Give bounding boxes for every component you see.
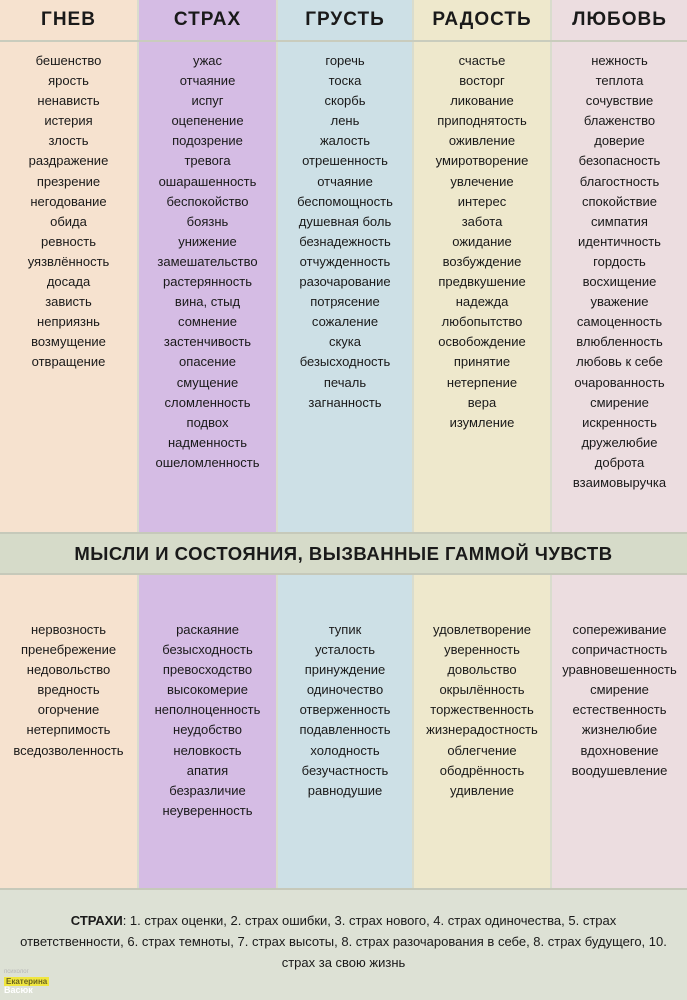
list-item: превосходство [162, 662, 253, 678]
list-item: отчаяние [317, 173, 373, 189]
watermark-line2: Екатерина [6, 977, 48, 986]
list-item: горечь [325, 53, 365, 68]
header-anger: ГНЕВ [0, 0, 137, 40]
list-item: беспомощность [297, 193, 393, 209]
list-item: ожидание [452, 233, 512, 249]
list-item: раскаяние [176, 622, 239, 637]
list-item: вина, стыд [174, 294, 241, 310]
list-item: холодность [310, 742, 380, 758]
list-item: отрешенность [302, 153, 388, 169]
list-item: застенчивость [163, 334, 252, 350]
anger-emotions-list [0, 42, 137, 373]
anger-states-list [0, 575, 137, 761]
emotions-row [0, 42, 687, 532]
list-item: смущение [176, 374, 239, 390]
header-sadness: ГРУСТЬ [276, 0, 412, 40]
list-item: принятие [453, 354, 511, 370]
list-item: смирение [590, 682, 649, 698]
list-item: блаженство [583, 113, 656, 129]
list-item: интерес [457, 193, 507, 209]
list-item: раздражение [28, 153, 109, 169]
list-item: удовлетворение [433, 622, 531, 637]
watermark-line1: психолог [4, 969, 29, 975]
list-item: надежда [455, 294, 509, 310]
list-item: жизнерадостность [426, 722, 538, 738]
list-item: доброта [594, 454, 645, 470]
list-item: сломленность [164, 394, 251, 410]
list-item: апатия [186, 762, 229, 778]
list-item: неловкость [173, 742, 242, 758]
list-item: возбуждение [442, 253, 522, 269]
watermark-line3: Васюк [4, 985, 33, 995]
list-item: равнодушие [307, 782, 383, 798]
list-item: тревога [184, 153, 231, 169]
list-item: безнадежность [299, 233, 391, 249]
list-item: растерянность [163, 274, 252, 290]
list-item: презрение [36, 173, 101, 189]
list-item: подвох [186, 414, 229, 430]
list-item: освобождение [438, 334, 526, 350]
list-item: неудобство [173, 722, 242, 738]
list-item: нетерпение [446, 374, 518, 390]
list-item: любопытство [441, 314, 523, 330]
list-item: симпатия [591, 213, 648, 229]
list-item: вдохновение [580, 742, 659, 758]
list-item: изумление [449, 414, 515, 430]
list-item: увлечение [450, 173, 514, 189]
love-emotions-list [552, 42, 687, 493]
list-item: обида [50, 213, 87, 229]
section-title: МЫСЛИ И СОСТОЯНИЯ, ВЫЗВАННЫЕ ГАММОЙ ЧУВСТВ [0, 532, 687, 575]
list-item: идентичность [578, 233, 661, 249]
list-item: сочувствие [585, 93, 654, 109]
list-item: скука [328, 334, 362, 350]
list-item: скорбь [324, 93, 366, 109]
list-item: усталость [314, 642, 376, 658]
list-item: надменность [168, 434, 247, 450]
header-fear: СТРАХ [137, 0, 276, 40]
list-item: сопереживание [572, 622, 667, 637]
list-item: неуверенность [162, 802, 253, 818]
list-item: испуг [191, 93, 224, 109]
list-item: гордость [593, 253, 646, 269]
list-item: нежность [591, 53, 648, 68]
list-item: дружелюбие [581, 434, 658, 450]
list-item: замешательство [157, 253, 258, 269]
list-item: одиночество [306, 682, 384, 698]
list-item: загнанность [308, 394, 382, 410]
list-item: довольство [447, 662, 517, 678]
list-item: отчаяние [179, 73, 236, 89]
list-item: сопричастность [571, 642, 668, 658]
list-item: унижение [178, 233, 237, 249]
list-item: уязвлённость [27, 253, 110, 269]
list-item: отверженность [299, 702, 391, 718]
list-item: восхищение [582, 274, 657, 290]
list-item: приподнятость [437, 113, 527, 129]
list-item: смирение [590, 394, 649, 410]
list-item: тупик [328, 622, 362, 637]
list-item: ненависть [37, 93, 100, 109]
list-item: злость [48, 133, 89, 149]
list-item: неполноценность [154, 702, 261, 718]
list-item: истерия [44, 113, 93, 129]
list-item: вера [467, 394, 497, 410]
list-item: жалость [319, 133, 371, 149]
list-item: ярость [48, 73, 89, 89]
list-item: влюбленность [576, 334, 663, 350]
list-item: ошеломленность [155, 454, 260, 470]
list-item: счастье [458, 53, 506, 68]
list-item: воодушевление [571, 762, 668, 778]
list-item: взаимовыручка [572, 474, 667, 490]
list-item: нервозность [30, 622, 107, 637]
list-item: беспокойство [166, 193, 249, 209]
list-item: нетерпимость [26, 722, 111, 738]
header-love: ЛЮБОВЬ [550, 0, 687, 40]
list-item: оцепенение [171, 113, 244, 129]
list-item: пренебрежение [20, 642, 117, 658]
list-item: удивление [449, 782, 514, 798]
list-item: вредность [37, 682, 100, 698]
list-item: уравновешенность [562, 662, 677, 678]
list-item: восторг [459, 73, 505, 89]
header-row [0, 0, 687, 42]
list-item: разочарование [299, 274, 391, 290]
list-item: очарованность [574, 374, 665, 390]
list-item: сомнение [178, 314, 237, 330]
header-joy: РАДОСТЬ [412, 0, 550, 40]
author-watermark [4, 968, 74, 995]
fears-text: : 1. страх оценки, 2. страх ошибки, 3. страх нового, 4. страх одиночества, 5. страх ответственности, 6. страх темноты, 7. страх высоты, 8. страх разочарования в себе, 8. страх будущего, 10. страх за свою жизнь [20, 913, 667, 970]
list-item: естественность [572, 702, 667, 718]
list-item: негодование [30, 193, 107, 209]
list-item: самоценность [576, 314, 663, 330]
list-item: возмущение [31, 334, 106, 350]
list-item: душевная боль [298, 213, 392, 229]
list-item: вседозволенность [13, 742, 124, 758]
list-item: тоска [328, 73, 362, 89]
list-item: благостность [579, 173, 660, 189]
list-item: ликование [450, 93, 514, 109]
joy-states-list [414, 575, 550, 801]
list-item: безучастность [301, 762, 389, 778]
list-item: недовольство [26, 662, 111, 678]
list-item: торжественность [430, 702, 534, 718]
list-item: высокомерие [166, 682, 249, 698]
list-item: теплота [595, 73, 644, 89]
sadness-emotions-list [278, 42, 412, 413]
list-item: сожаление [311, 314, 379, 330]
list-item: огорчение [37, 702, 100, 718]
list-item: досада [46, 274, 91, 290]
list-item: окрылённость [439, 682, 525, 698]
list-item: отчужденность [299, 253, 391, 269]
list-item: уверенность [444, 642, 520, 658]
fears-label: СТРАХИ [70, 913, 123, 928]
sadness-states-list [278, 575, 412, 801]
list-item: безысходность [162, 642, 253, 658]
list-item: зависть [45, 294, 92, 310]
list-item: подавленность [299, 722, 391, 738]
fears-footer [0, 888, 687, 1000]
list-item: доверие [594, 133, 645, 149]
list-item: облегчение [447, 742, 517, 758]
list-item: лень [330, 113, 360, 129]
list-item: печаль [323, 374, 367, 390]
list-item: безысходность [299, 354, 391, 370]
list-item: принуждение [304, 662, 386, 678]
list-item: отвращение [31, 354, 106, 370]
list-item: неприязнь [37, 314, 100, 330]
list-item: ужас [192, 53, 223, 68]
joy-emotions-list [414, 42, 550, 433]
list-item: спокойствие [582, 193, 657, 209]
list-item: оживление [448, 133, 516, 149]
list-item: опасение [179, 354, 236, 370]
list-item: потрясение [310, 294, 380, 310]
fear-states-list [139, 575, 276, 821]
list-item: умиротворение [435, 153, 529, 169]
list-item: безразличие [169, 782, 246, 798]
list-item: ошарашенность [158, 173, 257, 189]
list-item: бешенство [35, 53, 102, 68]
list-item: предвкушение [438, 274, 526, 290]
list-item: любовь к себе [576, 354, 663, 370]
list-item: боязнь [186, 213, 229, 229]
list-item: жизнелюбие [581, 722, 658, 738]
list-item: ободрённость [439, 762, 525, 778]
list-item: подозрение [172, 133, 243, 149]
fear-emotions-list [139, 42, 276, 473]
states-row [0, 575, 687, 888]
list-item: уважение [590, 294, 649, 310]
love-states-list [552, 575, 687, 781]
list-item: забота [461, 213, 503, 229]
list-item: ревность [40, 233, 96, 249]
list-item: искренность [582, 414, 657, 430]
list-item: безопасность [578, 153, 661, 169]
